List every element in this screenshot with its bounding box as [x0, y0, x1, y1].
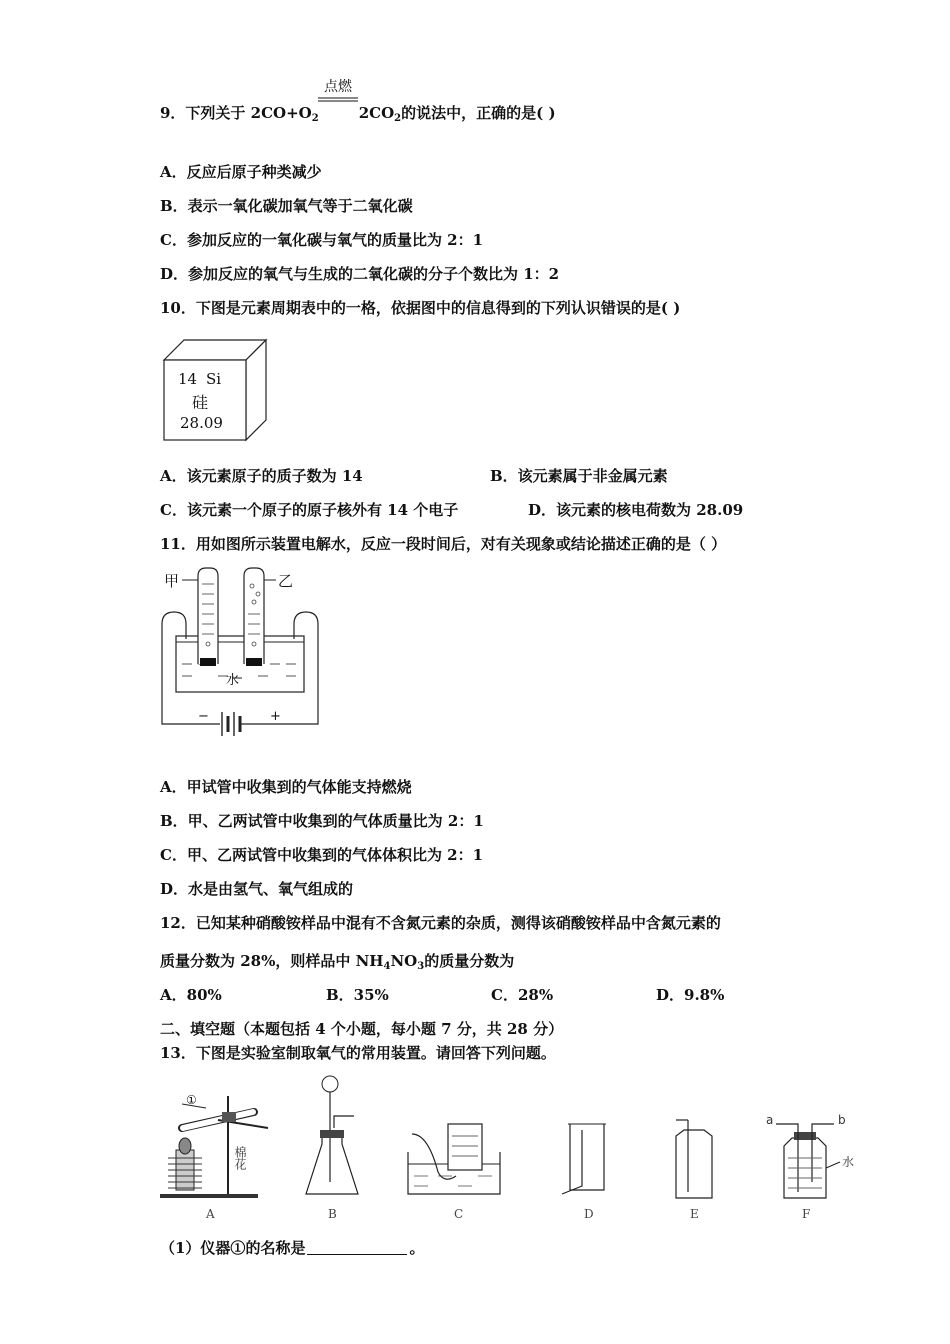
answer-blank[interactable] — [307, 1240, 407, 1255]
q11-option-a[interactable]: A．甲试管中收集到的气体能支持燃烧 — [160, 778, 412, 796]
tube-right-label: 乙 — [278, 572, 294, 590]
q12-option-a[interactable]: A．80% — [160, 986, 222, 1004]
apparatus-label-a: A — [206, 1207, 215, 1221]
q9-option-a[interactable]: A．反应后原子种类减少 — [160, 163, 322, 181]
o2-subscript: 2 — [311, 113, 319, 124]
q11-option-d[interactable]: D．水是由氢气、氧气组成的 — [160, 880, 354, 898]
reaction-condition: 点燃 — [324, 79, 352, 95]
f-water-label: 水 — [842, 1155, 855, 1169]
q13-stem: 13．下图是实验室制取氧气的常用装置。请回答下列问题。 — [160, 1044, 556, 1062]
element-mass: 28.09 — [180, 414, 223, 432]
plus-sign: + — [270, 709, 281, 724]
q10-option-c[interactable]: C．该元素一个原子的原子核外有 14 个电子 — [160, 501, 459, 519]
cotton-label: 棉花 — [233, 1146, 247, 1170]
apparatus-a — [160, 1093, 268, 1221]
q10-option-d[interactable]: D．该元素的核电荷数为 28.09 — [528, 501, 744, 519]
marker-1: ① — [186, 1093, 197, 1107]
no3-subscript: 3 — [417, 961, 425, 972]
q13-sub1-suffix: 。 — [409, 1239, 425, 1257]
apparatus-label-d: D — [584, 1207, 594, 1221]
element-symbol: Si — [206, 370, 222, 388]
apparatus-label-f: F — [802, 1207, 811, 1221]
q12-option-b[interactable]: B．35% — [326, 986, 389, 1004]
q9-option-c[interactable]: C．参加反应的一氧化碳与氧气的质量比为 2：1 — [160, 231, 484, 249]
q10-stem: 10．下图是元素周期表中的一格，依据图中的信息得到的下列认识错误的是( ) — [160, 299, 681, 317]
element-name: 硅 — [192, 393, 209, 412]
q9-question: 的说法中，正确的是( ) — [401, 104, 556, 122]
apparatus-e — [676, 1120, 712, 1221]
nh4-subscript: 4 — [383, 961, 391, 972]
q12-line2-prefix: 质量分数为 28%，则样品中 NH — [160, 952, 384, 970]
apparatus-label-e: E — [690, 1207, 699, 1221]
q12-option-d[interactable]: D．9.8% — [656, 986, 725, 1004]
q12-stem-line2 — [160, 951, 514, 971]
q13-sub1 — [160, 1238, 424, 1258]
q11-option-c[interactable]: C．甲、乙两试管中收集到的气体体积比为 2：1 — [160, 846, 484, 864]
q12-line2-suffix: 的质量分数为 — [424, 952, 515, 970]
q12-option-c[interactable]: C．28% — [491, 986, 554, 1004]
electrolysis-apparatus — [158, 564, 318, 749]
q9-option-d[interactable]: D．参加反应的氧气与生成的二氧化碳的分子个数比为 1：2 — [160, 265, 560, 283]
water-label: 水 — [226, 673, 240, 688]
q11-stem: 11．用如图所示装置电解水，反应一段时间后，对有关现象或结论描述正确的是（ ） — [160, 535, 727, 553]
element-number: 14 — [178, 370, 198, 388]
port-b-label: b — [838, 1113, 846, 1127]
apparatus-c — [408, 1124, 500, 1221]
minus-sign: − — [198, 709, 209, 724]
q10-option-b[interactable]: B．该元素属于非金属元素 — [490, 467, 668, 485]
apparatus-label-c: C — [454, 1207, 464, 1221]
apparatus-label-b: B — [328, 1207, 337, 1221]
q9-product: 2CO — [358, 104, 395, 122]
oxygen-apparatus-figure — [158, 1072, 868, 1224]
q9-option-b[interactable]: B．表示一氧化碳加氧气等于二氧化碳 — [160, 197, 413, 215]
port-a-label: a — [766, 1113, 774, 1127]
q11-option-b[interactable]: B．甲、乙两试管中收集到的气体质量比为 2：1 — [160, 812, 484, 830]
co2-subscript: 2 — [394, 113, 402, 124]
q9-reactants: 9．下列关于 2CO+O — [160, 104, 312, 122]
q12-line2-mid: NO — [390, 952, 418, 970]
apparatus-b — [306, 1076, 358, 1221]
section-title: 二、填空题（本题包括 4 个小题，每小题 7 分，共 28 分） — [160, 1020, 564, 1038]
apparatus-d — [562, 1124, 606, 1221]
q10-option-a[interactable]: A．该元素原子的质子数为 14 — [160, 467, 363, 485]
q9-stem — [160, 103, 556, 123]
apparatus-f — [766, 1113, 854, 1221]
tube-left-label: 甲 — [164, 572, 180, 590]
periodic-table-cell — [162, 338, 268, 442]
q12-stem-line1: 12．已知某种硝酸铵样品中混有不含氮元素的杂质，测得该硝酸铵样品中含氮元素的 — [160, 914, 721, 932]
q13-sub1-prefix: （1）仪器①的名称是 — [160, 1239, 306, 1257]
